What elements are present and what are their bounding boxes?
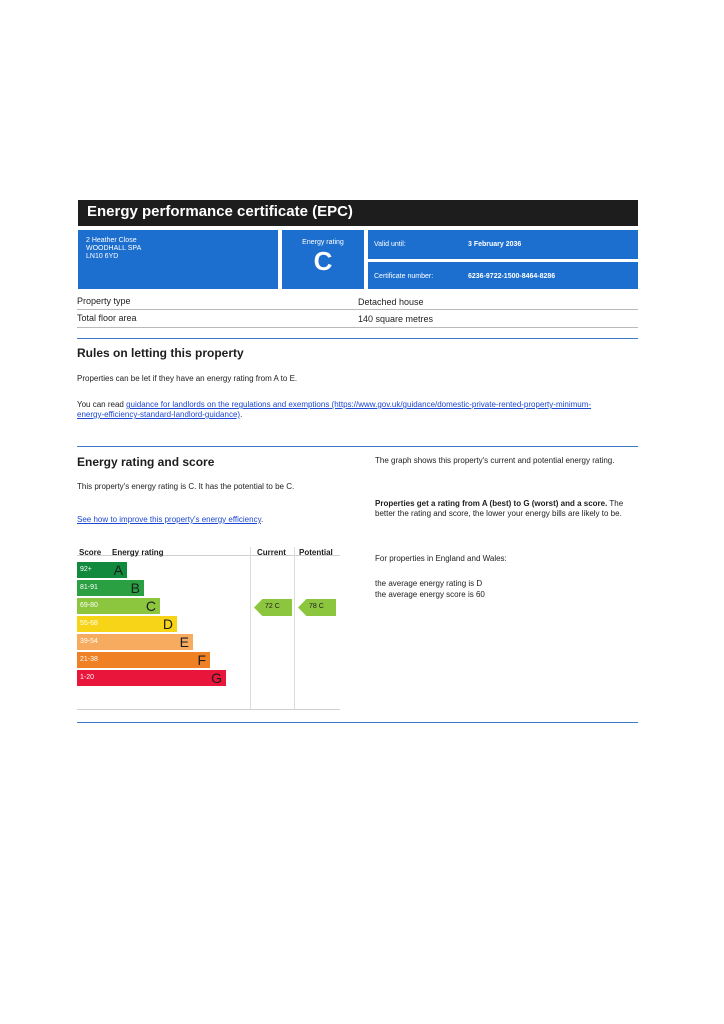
certificate-number-label: Certificate number:: [374, 273, 434, 280]
rating-band-d: [77, 616, 177, 632]
graph-column-line: [294, 547, 295, 710]
floor-area-value: 140 square metres: [358, 314, 434, 324]
rating-band-c: [77, 598, 160, 614]
rating-band-e: [77, 634, 193, 650]
rating-band-a: [77, 562, 127, 578]
average-rating-text: the average energy rating is D: [375, 579, 483, 588]
valid-until-value: 3 February 2036: [468, 241, 522, 248]
valid-until-box: [368, 230, 638, 259]
valid-until-label: Valid until:: [374, 241, 406, 248]
energy-rating-label: Energy rating: [302, 239, 344, 246]
band-letter: E: [179, 634, 189, 650]
rules-paragraph-1: Properties can be let if they have an energy rating from A to E.: [77, 374, 298, 383]
band-letter: A: [113, 562, 123, 578]
rating-band-b: [77, 580, 144, 596]
graph-rating-header: Energy rating: [112, 548, 164, 557]
score-paragraph: This property's energy rating is C. It has the potential to be C.: [77, 482, 295, 491]
energy-rating-letter: C: [313, 246, 333, 276]
certificate-number-box: [368, 262, 638, 289]
graph-potential-header: Potential: [299, 548, 333, 557]
average-score-text: the average energy score is 60: [375, 590, 485, 599]
potential-rating-value: 78 C: [309, 603, 324, 610]
rating-explanation-text: The better the rating and score, the lower your energy bills are likely to be.: [375, 499, 624, 518]
score-heading: Energy rating and score: [77, 455, 215, 469]
band-score-range: 39-54: [80, 638, 98, 645]
certificate-number-value: 6236-9722-1500-8464-8286: [468, 273, 556, 280]
landlord-guidance-url-2: energy-efficiency-standard-landlord-guidance): [77, 410, 241, 419]
address-line-1: 2 Heather Close: [86, 237, 137, 244]
improve-efficiency-link[interactable]: See how to improve this property's energy efficiency: [77, 515, 261, 524]
improve-link-end: .: [261, 515, 264, 524]
band-score-range: 21-38: [80, 656, 98, 663]
divider: [77, 327, 638, 328]
rules-paragraph-2-end: .: [240, 410, 243, 419]
band-score-range: 92+: [80, 566, 92, 573]
address-line-2: WOODHALL SPA: [86, 245, 142, 252]
band-score-range: 81-91: [80, 584, 98, 591]
epc-title: Energy performance certificate (EPC): [78, 200, 638, 226]
section-divider: [77, 722, 638, 723]
rules-paragraph-2-text: You can read: [77, 400, 127, 409]
floor-area-label: Total floor area: [77, 313, 137, 323]
band-letter: G: [211, 670, 222, 686]
section-divider: [77, 338, 638, 339]
band-letter: F: [197, 652, 206, 668]
band-letter: D: [162, 616, 173, 632]
graph-bottom-line: [77, 709, 340, 710]
rules-heading: Rules on letting this property: [77, 346, 244, 360]
band-score-range: 69-80: [80, 602, 98, 609]
property-type-value: Detached house: [358, 297, 424, 307]
rules-paragraph-2: [77, 400, 639, 420]
property-type-label: Property type: [77, 296, 131, 306]
landlord-guidance-link-text: guidance for landlords on the regulations and exemptions: [126, 400, 330, 409]
rating-explanation-bold: Properties get a rating from A (best) to G (worst) and a score.: [375, 499, 608, 508]
current-rating-value: 72 C: [265, 603, 280, 610]
graph-score-header: Score: [79, 548, 102, 557]
graph-current-header: Current: [257, 548, 286, 557]
rating-band-f: [77, 652, 210, 668]
graph-column-line: [250, 547, 251, 710]
landlord-guidance-url-1: (https://www.gov.uk/guidance/domestic-private-rented-property-minimum-: [329, 400, 592, 409]
divider: [77, 309, 638, 310]
address-box: [78, 230, 278, 289]
england-wales-text: For properties in England and Wales:: [375, 554, 507, 563]
section-divider: [77, 446, 638, 447]
energy-rating-box: [282, 230, 364, 289]
improve-paragraph: [77, 515, 263, 525]
band-score-range: 1-20: [80, 674, 95, 681]
graph-description: The graph shows this property's current and potential energy rating.: [375, 456, 615, 465]
current-rating-arrow: [254, 599, 292, 616]
landlord-guidance-link[interactable]: [77, 400, 591, 419]
band-letter: C: [145, 598, 156, 614]
address-line-3: LN10 6YD: [86, 253, 119, 260]
rating-band-g: [77, 670, 226, 686]
band-score-range: 55-68: [80, 620, 98, 627]
potential-rating-arrow: [298, 599, 336, 616]
band-letter: B: [130, 580, 140, 596]
rating-explanation: [375, 499, 637, 519]
